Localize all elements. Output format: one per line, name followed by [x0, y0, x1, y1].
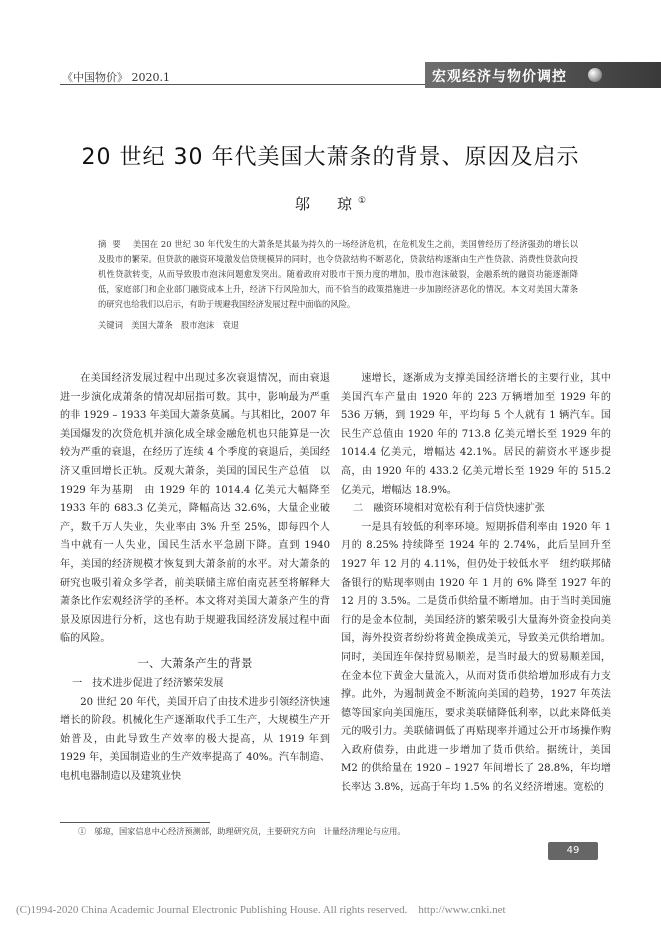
author-footnote-marker: ①: [357, 196, 367, 206]
copyright-watermark: (C)1994-2020 China Academic Journal Electronic Publishing House. All rights reserved. http://www.cnki.net: [16, 904, 506, 916]
body-column-right: [341, 370, 611, 798]
keywords-label: 关键词: [98, 320, 123, 330]
author-name: 邬 琼: [294, 195, 358, 213]
footnote-rule: [60, 822, 210, 823]
section-dot-icon: [588, 68, 602, 82]
page-number: 49: [548, 842, 598, 860]
footnote: [78, 826, 406, 837]
footnote-text: 邬琼，国家信息中心经济预测部，助理研究员，主要研究方向 计量经济理论与应用。: [94, 826, 406, 836]
journal-issue: 《中国物价》 2020.1: [62, 71, 170, 84]
body-column-left: [60, 370, 330, 786]
abstract: [98, 237, 578, 312]
footnote-marker: ①: [78, 826, 87, 836]
section-heading: 一、大萧条产生的背景: [137, 655, 253, 670]
paragraph: 速增长，逐渐成为支撑美国经济增长的主要行业，其中美国汽车产量由 1920 年的 223 万辆增加至 1929 年的 536 万辆，到 1929 年，平均每 5 个人就有 1 辆汽车。国民生产总值由 1920 年的 713.8 亿美元增长至 1929 年的 1014.4 亿美元，增幅达 42.1%。居民的薪资水平逐步提高，由 1920 年的 433.2 亿美元增长至 1929 年的 515.2 亿美元，增幅达 18.9%。: [341, 373, 611, 496]
keywords: [98, 319, 578, 331]
author-line: [0, 193, 661, 214]
header-rule: [60, 84, 425, 85]
keywords-text: 美国大萧条 股市泡沫 衰退: [131, 320, 240, 330]
abstract-text: 美国在 20 世纪 30 年代发生的大萧条是其最为持久的一场经济危机，在危机发生之前，美国曾经历了经济强劲的增长以及股市的繁荣。但贷款的融资环境激发信贷规模异的同时，也令贷款结构不断恶化，贷款结构逐渐由生产性贷款、消费性贷款向投机性贷款转变，从而导致股市泡沫问题愈发突出。随着政府对股市干预力度的增加，股市泡沫破裂，金融系统的融资功能逐渐降低，家庭部门和企业部门融资成本上升，经济下行风险加大，而不恰当的政策措施进一步加剧经济恶化的情况。本文对美国大萧条的研究也给我们以启示，有助于规避我国经济发展过程中面临的风险。: [98, 239, 578, 309]
abstract-label: 摘要: [98, 239, 127, 249]
article-title: 20 世纪 30 年代美国大萧条的背景、原因及启示: [81, 145, 580, 170]
subsection-heading: 一 技术进步促进了经济繁荣发展: [72, 677, 224, 689]
section-title: 宏观经济与物价调控: [432, 69, 567, 85]
paragraph: 在美国经济发展过程中出现过多次衰退情况，而由衰退进一步演化成萧条的情况却屈指可数。其中，影响最为严重的非 1929 – 1933 年美国大萧条莫属。与其相比，2007 年美国爆发的次贷危机并演化成全球金融危机也只能算是一次较为严重的衰退，在经历了连续 4 个季度的衰退后，美国经济又重回增长正轨。反观大萧条，美国的国民生产总值 以 1929 年为基期 由 1929 年的 1014.4 亿美元大幅降至 1933 年的 683.3 亿美元，降幅高达 32.6%，大量企业破产，数千万人失业，失业率由 3% 升至 25%，即每四个人当中就有一人失业，国民生活水平急剧下降。直到 1940 年，美国的经济规模才恢复到大萧条前的水平。对大萧条的研究也吸引着众多学者，前美联储主席伯南克甚至将解释大萧条比作宏观经济学的圣杯。本文将对美国大萧条产生的背景及原因进行分析，这也有助于规避我国经济发展过程中面临的风险。: [60, 373, 330, 645]
paragraph: 20 世纪 20 年代，美国开启了由技术进步引领经济快速增长的阶段。机械化生产逐渐取代手工生产，大规模生产开始普及，由此导致生产效率的极大提高，从 1919 年到 1929 年，美国制造业的生产效率提高了 40%。汽车制造、电机电器制造以及建筑业快: [60, 696, 330, 782]
paragraph: 一是具有较低的利率环境。短期拆借利率由 1920 年 1 月的 8.25% 持续降至 1924 年的 2.74%，此后呈回升至 1927 年 12 月的 4.11%，但仍处于较低水平 纽约联邦储备银行的贴现率则由 1920 年 1 月的 6% 降至 1927 年的 12 月的 3.5%。二是货币供给量不断增加。由于当时美国施行的是金本位制，美国经济的繁荣吸引大量海外资金投向美国，海外投资者纷纷将黄金换成美元，导致美元供给增加。同时，美国连年保持贸易顺差，是当时最大的贸易顺差国，在金本位下黄金大量流入，从而对货币供给增加形成有力支撑。此外，为遏制黄金不断流向美国的趋势，1927 年英法德等国家向美国施压，要求美联储降低利率，以此来降低美元的吸引力。美联储调低了再贴现率并通过公开市场操作购入政府债券，由此进一步增加了货币供给。据统计，美国 M2 的供给量在 1920 – 1927 年间增长了 28.8%，年均增长率达 3.8%，远高于年均 1.5% 的名义经济增速。宽松的: [341, 521, 611, 794]
subsection-heading: 二 融资环境相对宽松有利于信贷快速扩张: [353, 503, 545, 515]
